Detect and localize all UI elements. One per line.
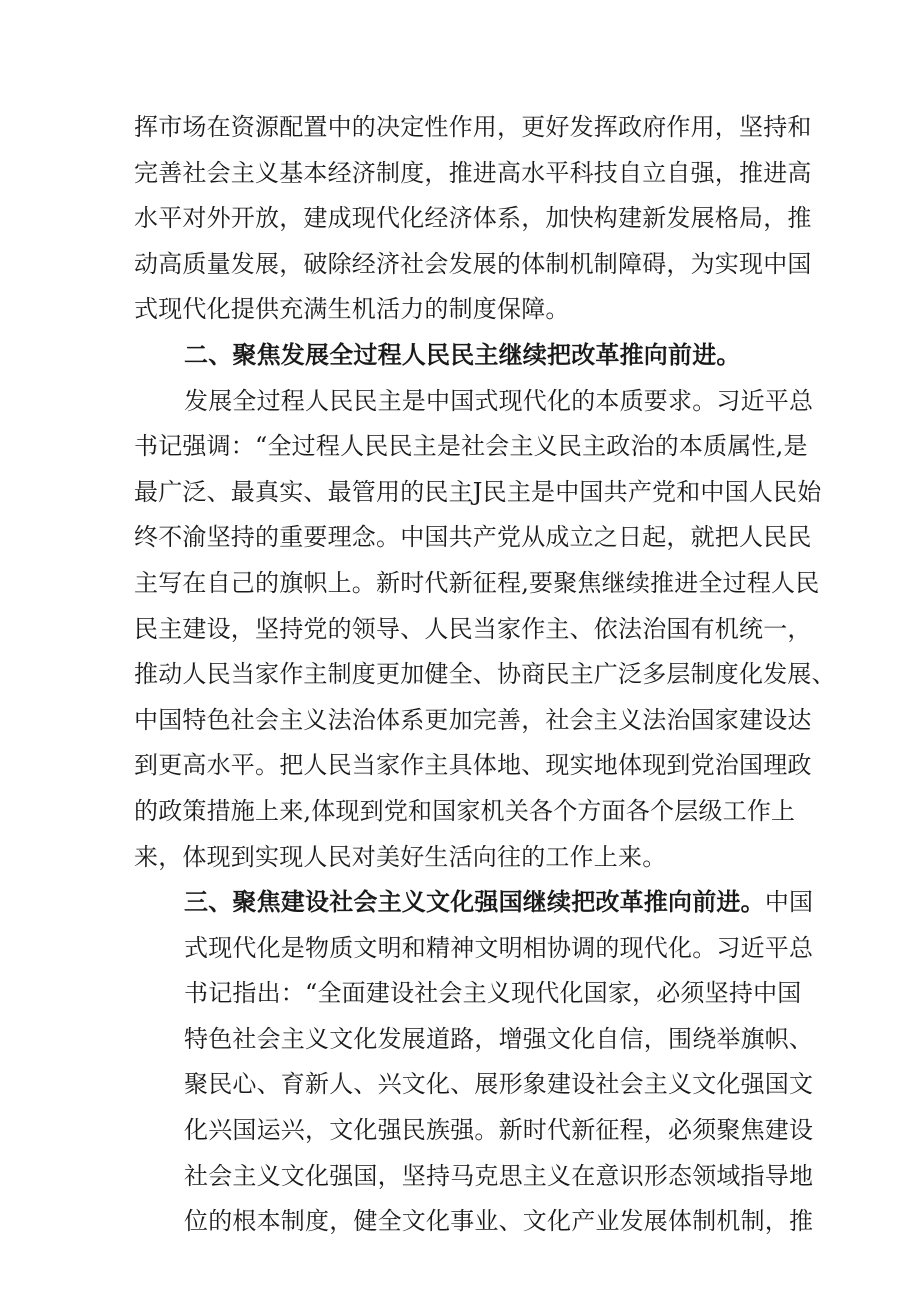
paragraph-line: 完善社会主义基本经济制度，推进高水平科技自立自强，推进高 [134,158,812,187]
section-heading-2: 二、聚焦发展全过程人民民主继续把改革推向前进。 [184,340,741,369]
paragraph-line: 挥市场在资源配置中的决定性作用，更好发挥政府作用，坚持和 [134,113,812,141]
paragraph-line: 发展全过程人民民主是中国式现代化的本质要求。习近平总 [184,386,814,415]
paragraph-line: 终不渝坚持的重要理念。中国共产党从成立之日起，就把人民民 [134,523,812,552]
paragraph-line: 位的根本制度，健全文化事业、文化产业发展体制机制，推 [184,1207,814,1236]
paragraph-line: 民主建设，坚持党的领导、人民当家作主、依法治国有机统一， [134,614,812,643]
paragraph-line: 到更高水平。把人民当家作主具体地、现实地体现到党治国理政 [134,751,812,780]
section-heading-3-tail: 中国 [764,888,814,917]
paragraph-line: 特色社会主义文化发展道路，增强文化自信，围绕举旗帜、 [184,1024,814,1053]
paragraph-line: 推动人民当家作主制度更加健全、协商民主广泛多层制度化发展、 [134,660,836,689]
document-body [134,105,836,1245]
paragraph-line: 中国特色社会主义法治体系更加完善，社会主义法治国家建设达 [134,705,812,734]
paragraph-line: 社会主义文化强国，坚持马克思主义在意识形态领域指导地 [184,1161,814,1190]
paragraph-line: 的政策措施上来,体现到党和国家机关各个方面各个层级工作上 [134,796,796,825]
paragraph-line: 来，体现到实现人民对美好生活向往的工作上来。 [134,842,667,871]
paragraph-line: 书记指出：“全面建设社会主义现代化国家，必须坚持中国 [184,979,802,1008]
paragraph-line: 最广泛、最真实、最管用的民主J民主是中国共产党和中国人民始 [134,477,822,506]
paragraph-line: 书记强调：“全过程人民民主是社会主义民主政治的本质属性,是 [134,432,808,461]
paragraph-line: 化兴国运兴，文化强民族强。新时代新征程，必须聚焦建设 [184,1116,814,1145]
section-heading-3-line [134,880,814,926]
paragraph-line: 水平对外开放，建成现代化经济体系，加快构建新发展格局，推 [134,204,812,233]
paragraph-line: 式现代化是物质文明和精神文明相协调的现代化。习近平总 [184,933,814,962]
section-heading-3: 三、聚焦建设社会主义文化强国继续把改革推向前进。 [184,888,765,917]
paragraph-line: 动高质量发展，破除经济社会发展的体制机制障碍，为实现中国 [134,249,812,278]
paragraph-line: 主写在自己的旗帜上。新时代新征程,要聚焦继续推进全过程人民 [134,568,820,597]
paragraph-line: 聚民心、育新人、兴文化、展形象建设社会主义文化强国文 [184,1070,814,1099]
paragraph-line: 式现代化提供充满生机活力的制度保障。 [134,295,570,324]
